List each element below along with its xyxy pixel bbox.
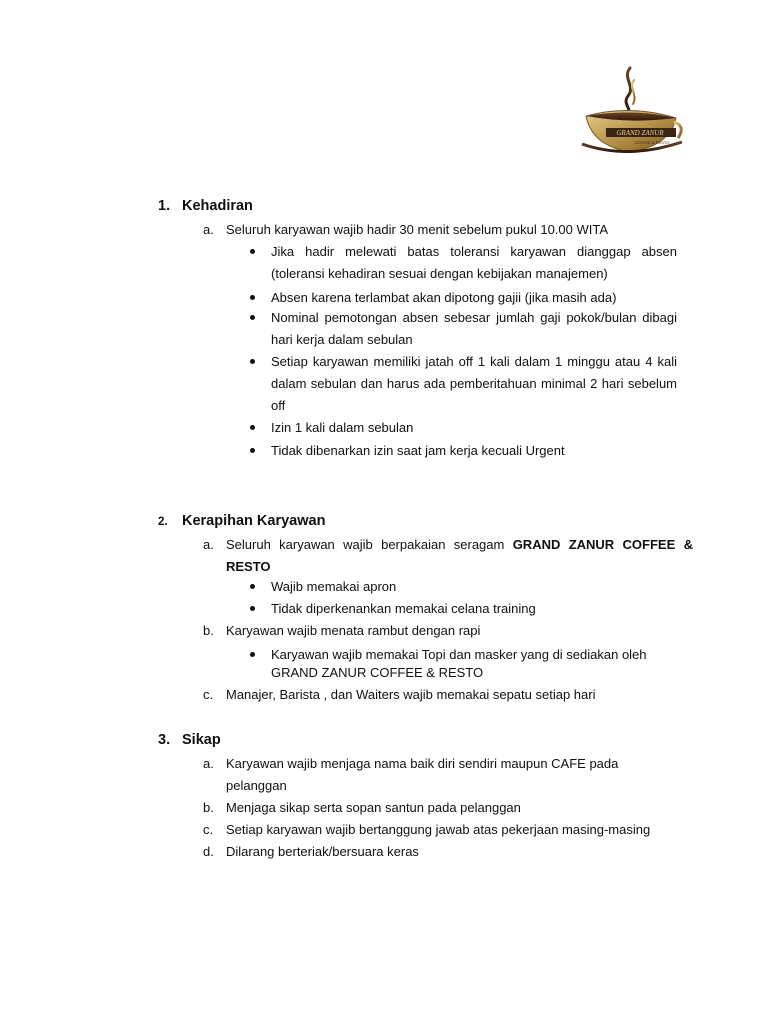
bullet-text: Jika hadir melewati batas toleransi karyawan dianggap absen (toleransi kehadiran sesuai dengan kebijakan manajemen): [271, 244, 677, 281]
item-text-bold: GRAND ZANUR COFFEE & RESTO: [226, 537, 693, 574]
bullet-dot: [250, 359, 255, 364]
bullet-text: Absen karena terlambat akan dipotong gajii (jika masih ada): [271, 290, 617, 305]
item-marker: b.: [203, 800, 214, 815]
bullet-text: Nominal pemotongan absen sebesar jumlah gaji pokok/bulan dibagi hari kerja dalam sebulan: [271, 310, 677, 347]
bullet-dot: [250, 315, 255, 320]
item-text: Setiap karyawan wajib bertanggung jawab atas pekerjaan masing-masing: [226, 822, 651, 837]
bullet-item: [271, 241, 677, 285]
list-item: [203, 534, 693, 578]
section-number: 2.: [158, 516, 168, 528]
list-item: [203, 753, 666, 797]
section-number: 3.: [158, 732, 171, 748]
section-number: 1.: [158, 198, 171, 214]
bullet-dot: [250, 606, 255, 611]
bullet-item: [271, 417, 677, 439]
bullet-item: [271, 440, 677, 462]
bullet-item: [271, 598, 677, 620]
bullet-text: Tidak dibenarkan izin saat jam kerja kecuali Urgent: [271, 443, 565, 458]
bullet-text: Karyawan wajib memakai Topi dan masker yang di sediakan oleh GRAND ZANUR COFFEE & RESTO: [271, 647, 647, 680]
item-text: Dilarang berteriak/bersuara keras: [226, 844, 419, 859]
coffee-cup-logo: [578, 64, 688, 160]
bullet-item: [271, 287, 677, 309]
item-marker: d.: [203, 844, 214, 859]
item-marker: a.: [203, 756, 214, 771]
section-title-kehadiran: [158, 198, 253, 214]
item-text: Seluruh karyawan wajib hadir 30 menit sebelum pukul 10.00 WITA: [226, 222, 609, 237]
list-item: [203, 797, 686, 819]
bullet-text: Setiap karyawan memiliki jatah off 1 kali dalam 1 minggu atau 4 kali dalam sebulan dan harus ada pemberitahuan minimal 2 hari sebelum off: [271, 354, 677, 413]
bullet-item: [271, 646, 677, 682]
item-marker: a.: [203, 222, 214, 237]
section-heading: Sikap: [182, 732, 221, 748]
item-text: Menjaga sikap serta sopan santun pada pelanggan: [226, 800, 521, 815]
item-marker: c.: [203, 822, 214, 837]
svg-text:COFFEE & RESTO: COFFEE & RESTO: [634, 140, 670, 145]
svg-text:GRAND ZANUR: GRAND ZANUR: [616, 129, 664, 137]
item-text: Karyawan wajib menjaga nama baik diri sendiri maupun CAFE pada pelanggan: [226, 756, 619, 793]
bullet-item: [271, 351, 677, 417]
bullet-dot: [250, 584, 255, 589]
bullet-item: [271, 576, 677, 598]
bullet-dot: [250, 249, 255, 254]
list-item: [203, 819, 686, 841]
list-item: [203, 841, 686, 863]
bullet-item: [271, 307, 677, 351]
item-marker: a.: [203, 537, 214, 552]
item-text: Manajer, Barista , dan Waiters wajib memakai sepatu setiap hari: [226, 687, 596, 702]
section-title-sikap: [158, 732, 221, 748]
list-item: [203, 219, 686, 241]
bullet-dot: [250, 295, 255, 300]
bullet-text: Tidak diperkenankan memakai celana training: [271, 601, 536, 616]
item-marker: c.: [203, 687, 214, 702]
item-text: Karyawan wajib menata rambut dengan rapi: [226, 623, 481, 638]
bullet-dot: [250, 448, 255, 453]
item-marker: b.: [203, 623, 214, 638]
bullet-dot: [250, 652, 255, 657]
bullet-text: Izin 1 kali dalam sebulan: [271, 420, 414, 435]
list-item: [203, 620, 686, 642]
section-heading: Kerapihan Karyawan: [182, 513, 326, 529]
section-heading: Kehadiran: [182, 198, 253, 214]
bullet-dot: [250, 425, 255, 430]
list-item: [203, 684, 686, 706]
section-title-kerapihan-karyawan: [158, 513, 325, 529]
item-text: Seluruh karyawan wajib berpakaian seragam: [226, 537, 513, 552]
bullet-text: Wajib memakai apron: [271, 579, 397, 594]
